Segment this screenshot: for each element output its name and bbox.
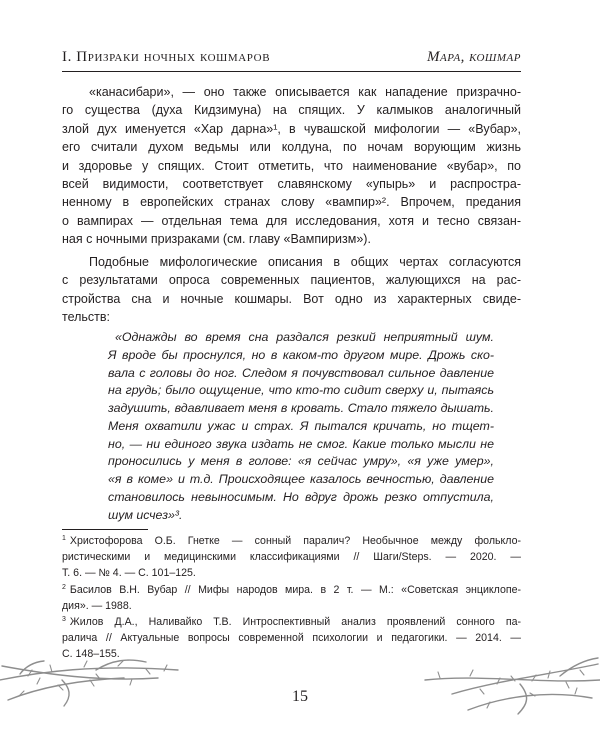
footnote-marker: 3 (62, 616, 66, 624)
quote-line: задушить, вдавливает меня в кровать. Стало тяжело дышать. (108, 401, 494, 415)
quote-line: шум исчез»³. (108, 507, 183, 522)
running-header-section: Мара, кошмар (427, 49, 521, 65)
footnote-line: дия». — 1988. (62, 599, 132, 612)
footnote-line: Т. 6. — № 4. — С. 101–125. (62, 567, 196, 580)
quote-line: «я в коме» и т.д. Происходящее казалось вечностью, давление (108, 472, 494, 486)
quote-line: вала с головы до ног. Следом я почувствовал сильное давление (108, 365, 494, 380)
block-quote (108, 329, 494, 524)
running-header-chapter: I. Призраки ночных кошмаров (62, 49, 271, 65)
paragraph (62, 253, 521, 327)
text-line: о вампирах — отдельная тема для исследования, хотя и тесно связан- (62, 213, 521, 228)
footnote-text: Христофорова О.Б. Гнетке — сонный паралич? Необычное между фолькло- (69, 535, 521, 547)
text-line: Подобные мифологические описания в общих чертах согласуются (89, 255, 521, 269)
quote-line: Меня охватили ужас и страх. Я пытался кричать, но тщет- (108, 418, 494, 433)
footnote-text: Басилов В.Н. Вубар // Мифы народов мира. в 2 т. — М.: «Советская энциклопе- (69, 583, 521, 596)
text-line: го существа (духа Кидзимуна) на спящих. У калмыков аналогичный (62, 103, 521, 118)
text-line: всей видимости, соответствует славянскому «упырь» и распростра- (62, 177, 521, 192)
quote-line: но, — ни единого звука издать не смог. Какие только мысли не (108, 436, 494, 451)
quote-line: на грудь; было ощущение, что кто-то сидит сверху и, пытаясь (108, 383, 494, 398)
text-line: с результатами опроса современных пациентов, жалующихся на рас- (62, 273, 521, 288)
footnote-text: Жилов Д.А., Наливайко Т.В. Интроспективный анализ проявлений сонного па- (69, 616, 521, 629)
quote-line: Я вроде бы проснулся, но в каком-то другом мире. Дрожь ско- (108, 347, 494, 362)
footnote-line: ристическими и медицинскими классификациями // Шаги/Steps. — 2020. — (62, 551, 521, 564)
quote-line: «Однажды во время сна раздался резкий неприятный шум. (115, 330, 494, 344)
text-line: злой дух именуется «Хар дарна»¹, в чувашской мифологии — «Вубар», (62, 121, 521, 136)
text-line: его считали духом ведьмы или колдуна, по ночам ворующим жизнь (62, 140, 521, 155)
branch-stem (560, 658, 598, 676)
text-line: стройства сна и ночные кошмары. Вот одно из характерных свиде- (62, 291, 521, 306)
text-line: «канасибари», — оно также описывается как нападение призрачно- (89, 85, 521, 99)
text-line: ная с ночными призраками (см. главу «Вампиризм»). (62, 232, 371, 247)
quote-line: проносились у меня в голове: «я сейчас умру», «я уже умер», (108, 454, 494, 469)
footnote-rule (62, 529, 148, 530)
text-line: ненному в европейских странах слову «вампир»². Впрочем, предания (62, 195, 521, 210)
text-line: и здоровье у спящих. Стоит отметить, что наименование «вубар», по (62, 158, 521, 173)
page-number: 15 (292, 688, 308, 705)
text-line: тельств: (62, 310, 111, 325)
footnote-line (62, 582, 521, 598)
header-rule (62, 71, 521, 72)
footnote-marker: 1 (62, 535, 66, 542)
paragraph (62, 83, 521, 249)
footnote-line (62, 533, 521, 549)
quote-line: становилось невыносимым. Но вдруг дрожь резко отпустила, (108, 489, 494, 504)
footnote-line (62, 614, 521, 630)
footnote-line: ралича // Актуальные вопросы современной психологии и педагогики. — 2014. — (62, 632, 521, 645)
footnote-line: С. 148–155. (62, 648, 120, 661)
footnote-marker: 2 (62, 583, 66, 591)
